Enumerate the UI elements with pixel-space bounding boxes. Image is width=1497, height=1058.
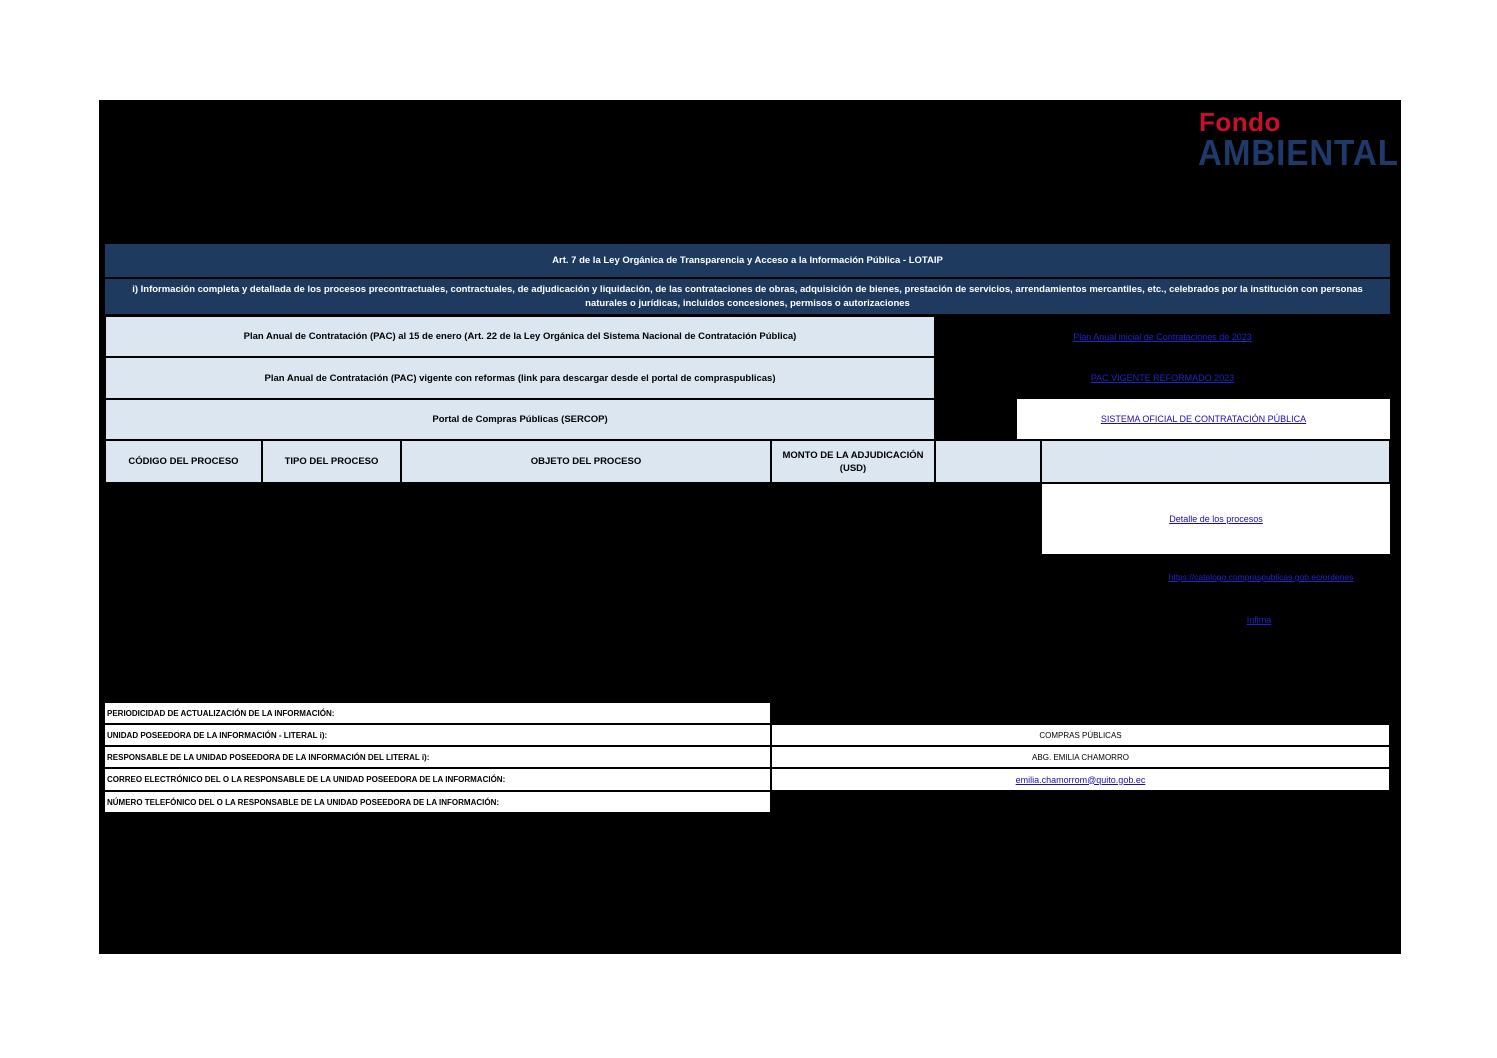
email-link[interactable]: emilia.chamorrom@quito.gob.ec: [1015, 774, 1146, 785]
logo-fondo: Fondo: [1199, 107, 1281, 137]
monto-header-line2: (USD): [839, 462, 867, 474]
monto-header-line1: MONTO DE LA ADJUDICACIÓN: [782, 449, 924, 461]
pac-inicial-link-cell: [935, 316, 1390, 357]
pac-inicial-link[interactable]: Plan Anual inicial de Contrataciones de 2023: [1073, 331, 1252, 342]
pac-inicial-label: Plan Anual de Contratación (PAC) al 15 de enero (Art. 22 de la Ley Orgánica del Sistema Nacional de Contratación Pública): [105, 316, 935, 357]
logo-ambiental: AMBIENTAL: [1198, 132, 1399, 173]
footer-responsable-label: RESPONSABLE DE LA UNIDAD POSEEDORA DE LA INFORMACIÓN DEL LITERAL i):: [104, 746, 771, 768]
catalogo-link[interactable]: https://catalogo.compraspublicas.gob.ec/ordenes: [1168, 572, 1354, 582]
sercop-link[interactable]: SISTEMA OFICIAL DE CONTRATACIÓN PÚBLICA: [1100, 414, 1307, 424]
footer-unidad-label: UNIDAD POSEEDORA DE LA INFORMACIÓN - LITERAL i):: [104, 724, 771, 746]
footer-unidad-value: COMPRAS PÚBLICAS: [771, 724, 1390, 746]
column-header-tipo: TIPO DEL PROCESO: [262, 440, 401, 483]
column-header-empty-2: [1041, 440, 1390, 483]
footer-periodicidad-label: PERIODICIDAD DE ACTUALIZACIÓN DE LA INFORMACIÓN:: [104, 702, 771, 724]
footer-telefono-label: NÚMERO TELEFÓNICO DEL O LA RESPONSABLE DE LA UNIDAD POSEEDORA DE LA INFORMACIÓN:: [104, 791, 771, 813]
detalle-link-cell: [1042, 484, 1390, 554]
infima-link-cell: [1200, 615, 1318, 629]
detalle-procesos-link[interactable]: Detalle de los procesos: [1169, 514, 1263, 524]
footer-correo-label: CORREO ELECTRÓNICO DEL O LA RESPONSABLE DE LA UNIDAD POSEEDORA DE LA INFORMACIÓN:: [104, 768, 771, 791]
footer-responsable-value: ABG. EMILIA CHAMORRO: [771, 746, 1390, 768]
column-header-monto: [771, 440, 935, 483]
catalogo-link-cell: [1120, 572, 1402, 586]
sercop-link-cell: [1017, 399, 1390, 439]
column-header-codigo: CÓDIGO DEL PROCESO: [105, 440, 262, 483]
pac-vigente-label: Plan Anual de Contratación (PAC) vigente con reformas (link para descargar desde el portal de compraspublicas): [105, 357, 935, 399]
sercop-label: Portal de Compras Públicas (SERCOP): [105, 399, 935, 440]
column-header-objeto: OBJETO DEL PROCESO: [401, 440, 771, 483]
literal-description: i) Información completa y detallada de los procesos precontractuales, contractuales, de adjudicación y liquidación, de las contrataciones de obras, adquisición de bienes, prestación de servicios, arrendamientos mercantiles, etc., celebrados por la institución con personas naturales o jurídicas, incluidos concesiones, permisos o autorizaciones: [105, 279, 1390, 314]
footer-correo-value-cell: [771, 768, 1390, 791]
infima-link[interactable]: Infima: [1246, 615, 1272, 625]
column-header-empty-1: [935, 440, 1041, 483]
pac-vigente-link-cell: [935, 357, 1390, 399]
pac-vigente-link[interactable]: PAC VIGENTE REFORMADO 2023: [1090, 373, 1235, 383]
page-title: Art. 7 de la Ley Orgánica de Transparencia y Acceso a la Información Pública - LOTAIP: [105, 244, 1390, 277]
